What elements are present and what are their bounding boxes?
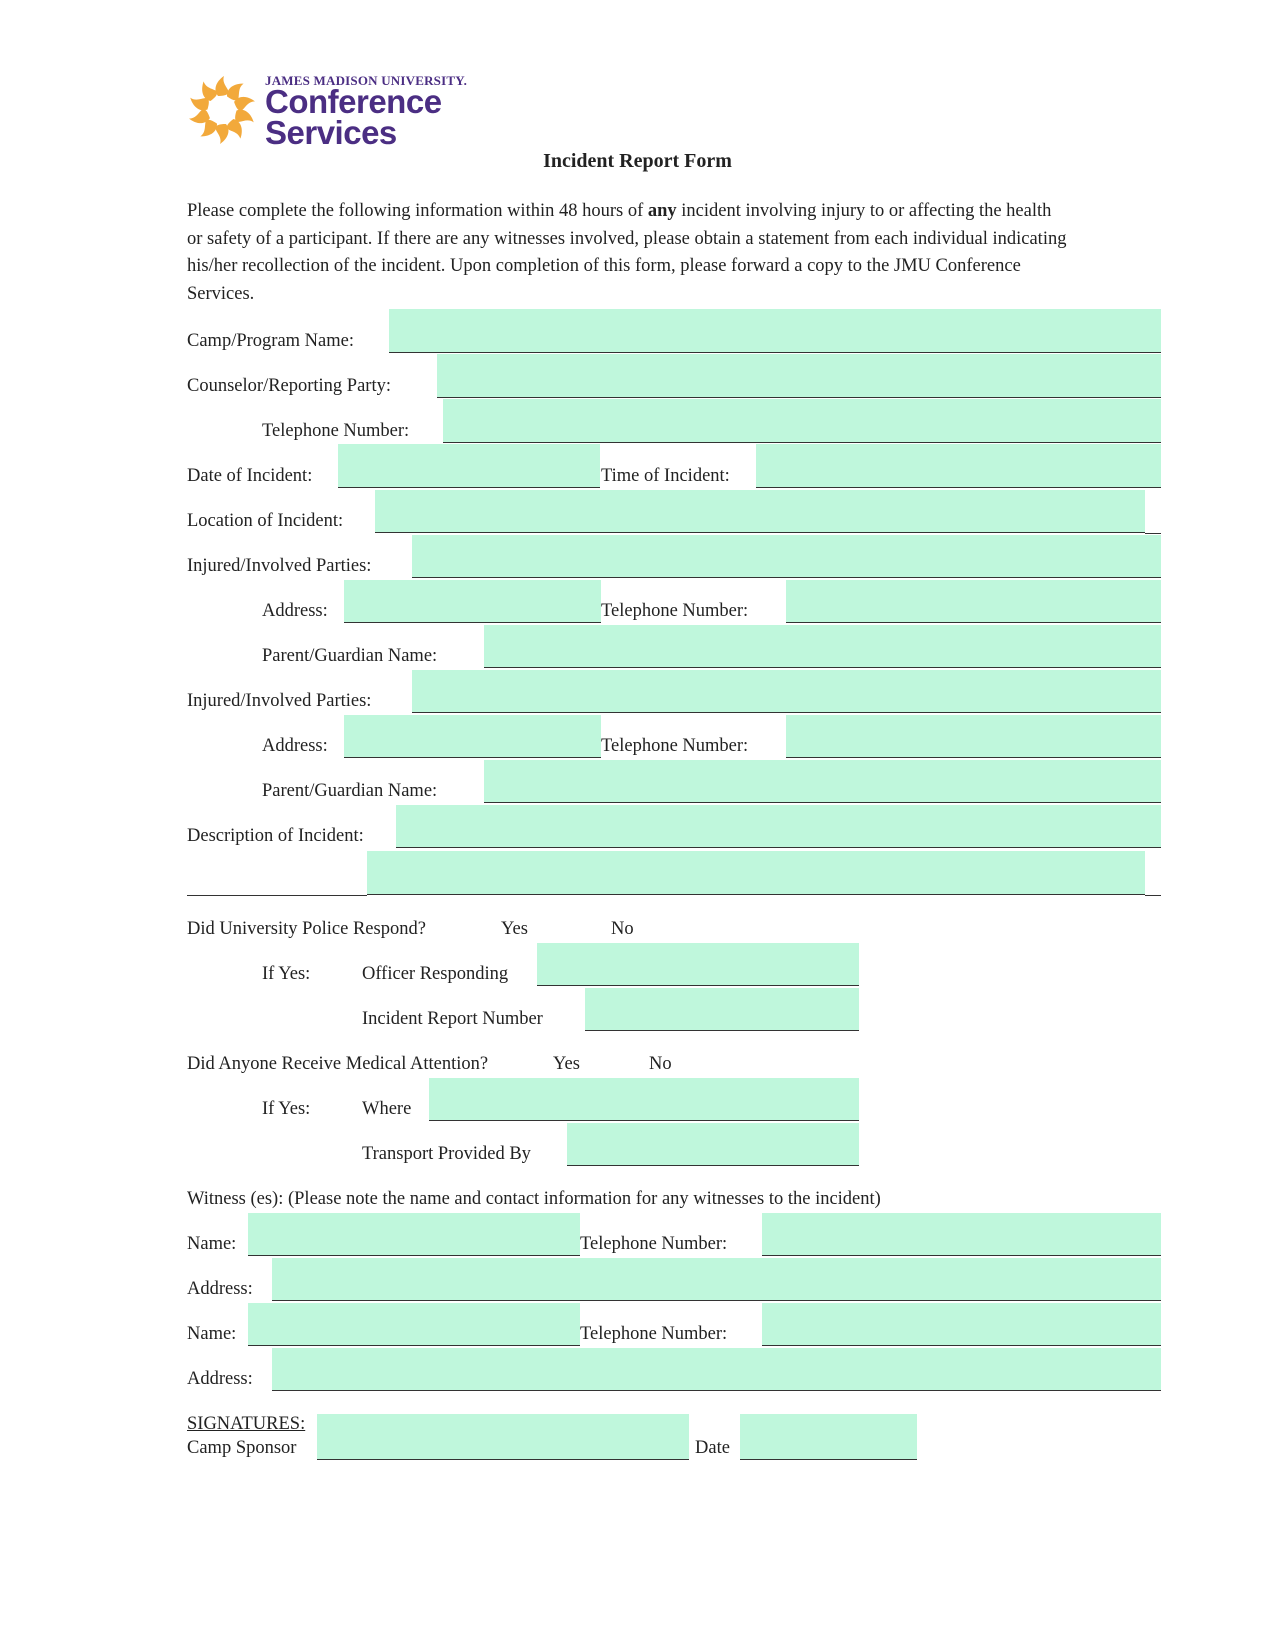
counselor-label: Counselor/Reporting Party: — [187, 376, 391, 396]
injured2-guardian-label: Parent/Guardian Name: — [262, 781, 438, 801]
sun-logo-icon — [184, 72, 260, 148]
officer-label: Officer Responding — [362, 964, 509, 984]
injured1-phone-label: Telephone Number: — [601, 601, 749, 621]
injured1-field[interactable] — [412, 535, 1161, 578]
logo — [184, 70, 484, 150]
witness2-address-label: Address: — [187, 1369, 253, 1389]
counselor-phone-label: Telephone Number: — [262, 421, 410, 441]
witness2-address-field[interactable] — [272, 1348, 1161, 1391]
injured1-address-field[interactable] — [344, 580, 601, 623]
witness1-name-field[interactable] — [248, 1213, 580, 1256]
camp-program-label: Camp/Program Name: — [187, 331, 354, 351]
witness1-address-label: Address: — [187, 1279, 253, 1299]
location-label: Location of Incident: — [187, 511, 344, 531]
medical-yes-option[interactable]: Yes — [553, 1054, 580, 1074]
police-question: Did University Police Respond? — [187, 919, 426, 939]
injured2-address-label: Address: — [262, 736, 328, 756]
intro-text-1: Please complete the following information within 48 hours of — [187, 201, 648, 221]
time-incident-label: Time of Incident: — [601, 466, 730, 486]
police-yes-option[interactable]: Yes — [501, 919, 528, 939]
logo-name-text: Conference Services — [265, 83, 442, 151]
injured2-phone-label: Telephone Number: — [601, 736, 749, 756]
injured1-phone-field[interactable] — [786, 580, 1161, 623]
injured2-address-field[interactable] — [344, 715, 601, 758]
injured2-phone-field[interactable] — [786, 715, 1161, 758]
description-line-end — [1145, 894, 1161, 896]
medical-if-yes-label: If Yes: — [262, 1099, 311, 1119]
injured2-field[interactable] — [412, 670, 1161, 713]
time-incident-field[interactable] — [756, 444, 1161, 488]
medical-question: Did Anyone Receive Medical Attention? — [187, 1054, 489, 1074]
medical-no-option[interactable]: No — [649, 1054, 672, 1074]
witness-heading: Witness (es): (Please note the name and contact information for any witnesses to the incident) — [187, 1189, 881, 1209]
police-if-yes-label: If Yes: — [262, 964, 311, 984]
injured1-guardian-label: Parent/Guardian Name: — [262, 646, 438, 666]
witness1-address-field[interactable] — [272, 1258, 1161, 1301]
date-incident-field[interactable] — [338, 444, 600, 488]
camp-program-field[interactable] — [389, 309, 1161, 353]
witness2-name-label: Name: — [187, 1324, 237, 1344]
where-label: Where — [362, 1099, 412, 1119]
description-field-2[interactable] — [367, 851, 1145, 895]
witness2-phone-label: Telephone Number: — [580, 1324, 728, 1344]
counselor-field[interactable] — [437, 354, 1161, 398]
description-label: Description of Incident: — [187, 826, 364, 846]
intro-text-2: incident involving injury to or affecting the health or safety of a participant. If there are any witnesses involved, please obtain a statement from each individual indicating his/her recollection of the incident. Upon completion of this form, please forward a copy to the JMU Conference Services. — [187, 201, 1067, 304]
location-line-end — [1145, 532, 1161, 534]
witness1-phone-label: Telephone Number: — [580, 1234, 728, 1254]
witness1-phone-field[interactable] — [762, 1213, 1161, 1256]
injured2-label: Injured/Involved Parties: — [187, 691, 372, 711]
police-no-option[interactable]: No — [611, 919, 634, 939]
description-line-start — [187, 894, 367, 896]
sponsor-signature-field[interactable] — [317, 1414, 689, 1460]
signatures-heading: SIGNATURES: — [187, 1414, 306, 1434]
witness2-phone-field[interactable] — [762, 1303, 1161, 1346]
where-field[interactable] — [429, 1078, 859, 1121]
location-field[interactable] — [375, 490, 1145, 533]
officer-field[interactable] — [537, 943, 859, 986]
description-field[interactable] — [396, 805, 1161, 848]
report-number-field[interactable] — [585, 988, 859, 1031]
sponsor-label: Camp Sponsor — [187, 1438, 297, 1458]
injured1-address-label: Address: — [262, 601, 328, 621]
intro-paragraph — [187, 198, 1067, 308]
witness2-name-field[interactable] — [248, 1303, 580, 1346]
date-incident-label: Date of Incident: — [187, 466, 313, 486]
signature-date-field[interactable] — [740, 1414, 917, 1460]
witness1-name-label: Name: — [187, 1234, 237, 1254]
injured2-guardian-field[interactable] — [484, 760, 1161, 803]
injured1-label: Injured/Involved Parties: — [187, 556, 372, 576]
logo-university-text: JAMES MADISON UNIVERSITY. — [265, 73, 468, 88]
page-title: Incident Report Form — [543, 150, 732, 172]
transport-field[interactable] — [567, 1123, 859, 1166]
injured1-guardian-field[interactable] — [484, 625, 1161, 668]
report-number-label: Incident Report Number — [362, 1009, 543, 1029]
transport-label: Transport Provided By — [362, 1144, 531, 1164]
counselor-phone-field[interactable] — [443, 399, 1161, 443]
intro-bold: any — [647, 201, 677, 221]
signature-date-label: Date — [695, 1438, 730, 1458]
